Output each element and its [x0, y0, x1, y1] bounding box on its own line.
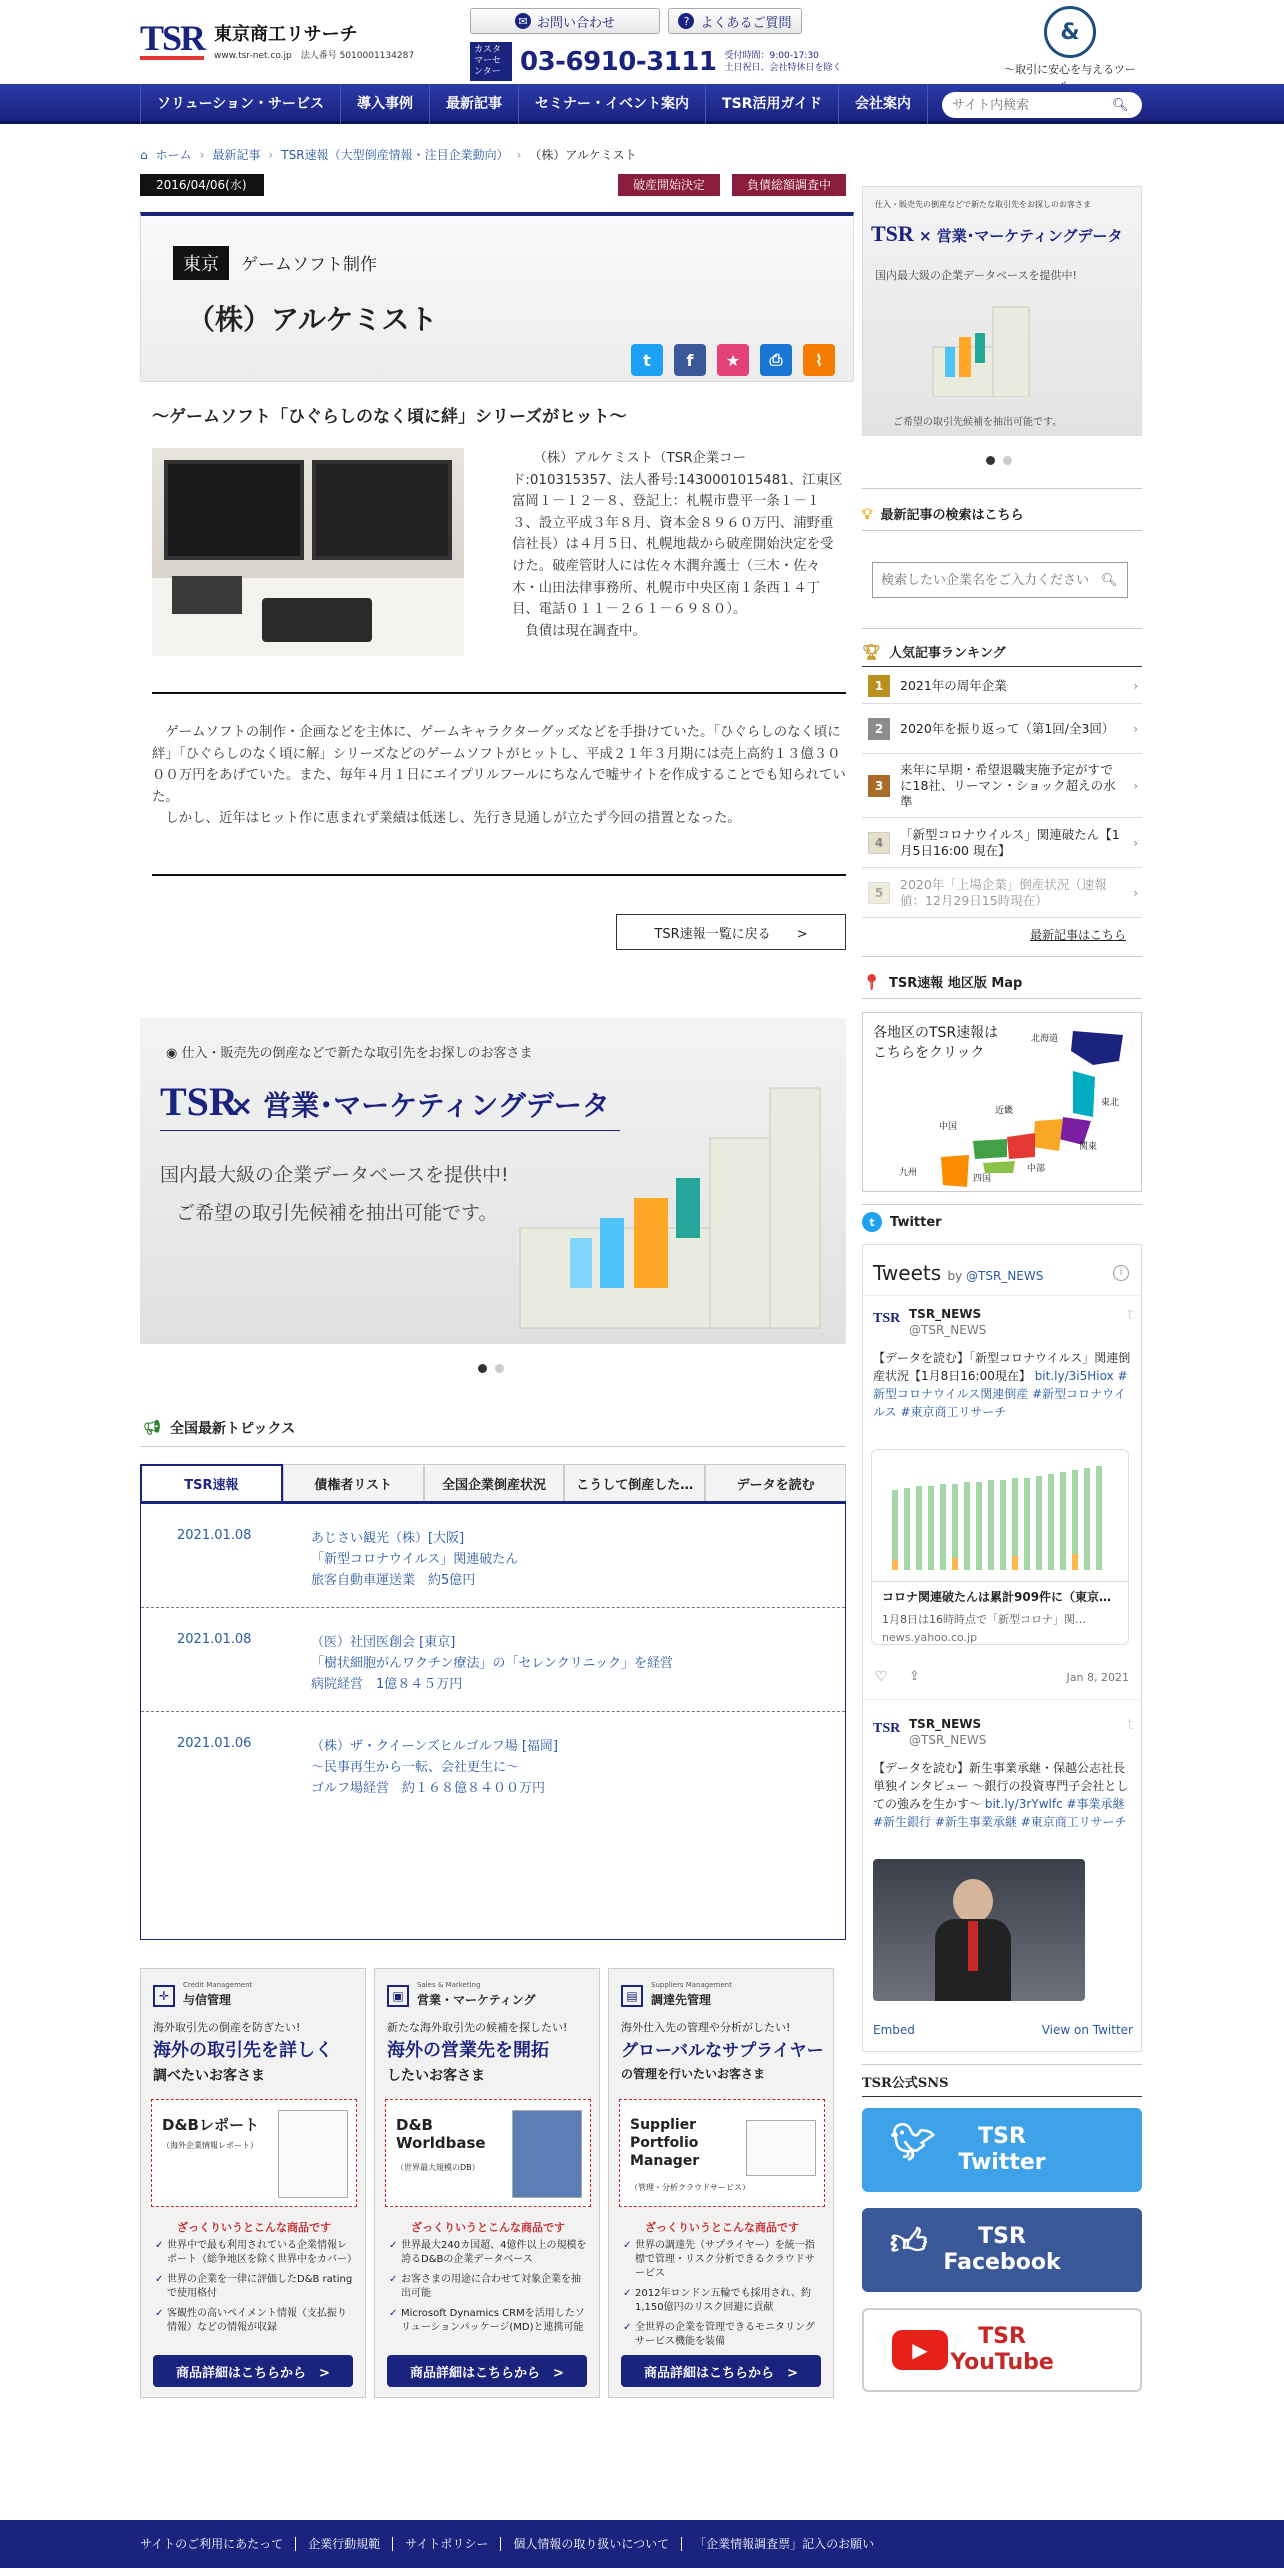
chevron-right-icon: › — [1133, 778, 1138, 793]
footer-link-terms[interactable]: サイトのご利用にあたって — [140, 2537, 296, 2551]
twitter-bird-icon: t — [1127, 1307, 1133, 1323]
tab-creditors[interactable]: 債権者リスト — [283, 1464, 424, 1501]
document-icon: ▤ — [621, 1985, 643, 2007]
chart-thumbnail — [872, 1450, 1128, 1582]
article-title-box — [140, 212, 854, 382]
tab-read-data[interactable]: データを読む — [705, 1464, 846, 1501]
tab-how-bankrupt[interactable]: こうして倒産した… — [564, 1464, 705, 1501]
logo-mark: TSR — [140, 18, 205, 58]
tweet-date[interactable]: Jan 8, 2021 — [1066, 1671, 1129, 1684]
tweet-photo[interactable] — [873, 1859, 1085, 2001]
topics-tabs — [140, 1464, 846, 1504]
tag-bankruptcy: 破産開始決定 — [618, 174, 720, 196]
product-card-marketing: ▣ Sales & Marketing 営業・マーケティング 新たな海外取引先の候補を探したい! 海外の営業先を開拓 したいお客さま D&B Worldbase （世界最大規模のDB） ざっくりいうとこんな商品です ✓ 世界最大240カ国超、4億件以上の規模を誇るD&Bの企業データベース ✓ お客さまの用途に合わせて対象企業を抽出可能 ✓ Microsoft Dynamics CRMを活用したソリューションパッケージ(MD)と連携可能 商品詳細はこちらから > — [374, 1968, 600, 2398]
customer-center-tel: カスタマーセンター 03-6910-3111 受付時間：9:00-17:30 土日祝日、会社特休日を除く — [470, 42, 842, 81]
site-footer — [0, 2520, 1284, 2568]
product-detail-button[interactable]: 商品詳細はこちらから > — [153, 2355, 353, 2387]
chevron-right-icon: › — [516, 147, 522, 162]
sns-youtube-button[interactable]: ▶ TSR YouTube — [862, 2308, 1142, 2392]
print-icon[interactable]: ⎙ — [760, 344, 792, 376]
avatar: TSR — [873, 1311, 901, 1326]
list-item[interactable]: 2021.01.08 （医）社団医創会 [東京] 「樹状細胞がんワクチン療法」の「セレンクリニック」を経営 病院経営 1億８４５万円 — [141, 1608, 845, 1712]
sns-header: TSR公式SNS — [862, 2076, 949, 2091]
briefcase-icon: ▣ — [387, 1985, 409, 2007]
footer-link-privacy[interactable]: 個人情報の取り扱いについて — [501, 2537, 682, 2551]
avatar: TSR — [873, 1721, 901, 1736]
product-detail-button[interactable]: 商品詳細はこちらから > — [621, 2355, 821, 2387]
crosshair-icon: ✛ — [153, 1985, 175, 2007]
nav-solutions[interactable]: ソリューション・サービス — [140, 84, 341, 124]
twitter-bird-icon: t — [1127, 1717, 1133, 1733]
rss-icon[interactable]: ⌇ — [803, 344, 835, 376]
question-icon: ? — [678, 13, 694, 29]
divider — [152, 692, 846, 694]
megaphone-icon: 📢︎ — [143, 1420, 161, 1436]
tag-debt: 負債総額調査中 — [732, 174, 846, 196]
banner-line-2: ご希望の取引先候補を抽出可能です。 — [176, 1202, 498, 1224]
breadcrumb — [140, 146, 645, 163]
topics-header: 📢︎ 全国最新トピックス — [143, 1420, 296, 1437]
site-header — [0, 0, 1284, 82]
chevron-right-icon: › — [199, 147, 205, 162]
buildings-illustration — [923, 297, 1033, 397]
dnb-logo[interactable] — [1000, 6, 1140, 93]
nav-articles[interactable]: 最新記事 — [430, 84, 519, 124]
region-map[interactable]: 各地区のTSR速報は こちらをクリック 北海道 東北 関東 中部 近畿 中国 四国 九州 — [862, 1012, 1142, 1192]
breadcrumb-articles[interactable]: 最新記事 — [212, 148, 261, 162]
product-card-suppliers: ▤ Suppliers Management 調達先管理 海外仕入先の管理や分析がしたい! グローバルなサプライヤー の管理を行いたいお客さま Supplier Portfolio Manager （管理・分析クラウドサービス） ざっくりいうとこんな商品です ✓ 世界の調達先（サプライヤー）を統一指標で管理・リスク分析できるクラウドサービス ✓ 2012年ロンドン五輪でも採用され、約1,150億円のリスク回避に貢献 ✓ 全世界の企業を管理できるモニタリングサービス機能を装備 商品詳細はこちらから > — [608, 1968, 834, 2398]
map-header: 📍︎ TSR速報 地区版 Map — [862, 972, 1023, 991]
trophy-icon: 🏆︎ — [862, 642, 882, 661]
footer-link-survey[interactable]: 「企業情報調査票」記入のお願い — [694, 2537, 875, 2551]
home-icon: ⌂ — [140, 147, 148, 162]
chevron-right-icon: › — [1133, 721, 1138, 736]
info-icon[interactable]: i — [1113, 1265, 1129, 1281]
twitter-share-icon[interactable]: t — [631, 344, 663, 376]
mail-icon: ✉ — [515, 13, 531, 29]
topics-list — [140, 1504, 846, 1940]
product-thumbnail: Supplier Portfolio Manager （管理・分析クラウドサービス） — [619, 2099, 825, 2207]
ranking-item-5[interactable]: 5 2020年「上場企業」倒産状況（速報値：12月29日15時現在） › — [862, 868, 1142, 918]
thumbs-up-icon: 👍︎ — [890, 2222, 928, 2263]
article-search — [872, 562, 1128, 598]
global-nav — [0, 84, 1284, 124]
ranking-header: 🏆︎ 人気記事ランキング — [862, 642, 1006, 661]
tab-tsr-news[interactable]: TSR速報 — [140, 1464, 283, 1501]
back-to-list-button[interactable]: TSR速報一覧に戻る > — [616, 914, 846, 950]
twitter-bird-icon: 🐦︎ — [890, 2122, 936, 2163]
ranking-more-link[interactable]: 最新記事はこちら — [1030, 928, 1127, 942]
company-name: （株）アルケミスト — [187, 303, 438, 336]
search-icon: ◉ — [166, 1046, 182, 1061]
chevron-right-icon: › — [1133, 835, 1138, 850]
faq-button[interactable]: ? よくあるご質問 — [668, 8, 802, 34]
view-on-twitter-link[interactable]: View on Twitter — [1041, 2023, 1133, 2037]
pagination-dot[interactable] — [986, 456, 995, 465]
list-item[interactable]: 2021.01.08 あじさい観光（株）[大阪] 「新型コロナウイルス」関連破たん 旅客自動車運送業 約5億円 — [141, 1504, 845, 1608]
article-paragraph-2: ゲームソフトの制作・企画などを主体に、ゲームキャラクターグッズなどを手掛けていた。「ひぐらしのなく頃に絆」「ひぐらしのなく頃に解」シリーズなどのゲームソフトがヒットし、平成２１年３月期には売上高約１３億３０００万円をあげていた。また、毎年４月１日にエイプリルフールにちなんで嘘サイトを作成することでも知られていた。 しかし、近年はヒット作に恵まれず業績は低迷し、先行き見通しが立たず今回の措置となった。 — [152, 725, 846, 827]
site-search — [942, 92, 1142, 118]
nav-guide[interactable]: TSR活用ガイド — [706, 84, 839, 124]
search-icon[interactable]: 🔍︎ — [1112, 97, 1129, 113]
industry-category: ゲームソフト制作 — [241, 255, 377, 275]
footer-link-conduct[interactable]: 企業行動規範 — [296, 2537, 393, 2551]
marketing-data-banner[interactable] — [140, 1018, 846, 1344]
sns-twitter-button[interactable]: 🐦︎ TSR Twitter — [862, 2108, 1142, 2192]
chevron-right-icon: › — [1133, 885, 1138, 900]
chevron-right-icon: › — [268, 147, 274, 162]
site-search-input[interactable] — [952, 98, 1112, 113]
youtube-play-icon: ▶ — [892, 2330, 948, 2370]
article-search-input[interactable] — [881, 573, 1101, 588]
bookmark-share-icon[interactable]: ★ — [717, 344, 749, 376]
ranking-item-4[interactable]: 4 「新型コロナウイルス」関連破たん【1月5日16:00 現在】 › — [862, 818, 1142, 868]
pagination-dot[interactable] — [1003, 456, 1012, 465]
footer-link-policy[interactable]: サイトポリシー — [393, 2537, 501, 2551]
share-icon[interactable]: ⇪ — [909, 1669, 920, 1684]
dnb-badge-icon: & — [1044, 6, 1096, 58]
prefecture-badge: 東京 — [173, 246, 229, 280]
logo-name: 東京商工リサーチ — [214, 23, 358, 45]
tab-bankruptcy-status[interactable]: 全国企業倒産状況 — [424, 1464, 565, 1501]
twitter-header: t Twitter — [862, 1212, 942, 1232]
sidebar-banner[interactable]: 仕入・販売先の倒産などで新たな取引先をお探しのお客さま TSR × 営業･マーケティングデータ 国内最大級の企業データベースを提供中! ご希望の取引先候補を抽出可能です。 — [862, 186, 1142, 436]
lightbulb-icon: 💡︎ — [862, 504, 873, 523]
tel-number[interactable]: 03-6910-3111 — [520, 46, 717, 77]
pagination-dot[interactable] — [478, 1364, 487, 1373]
ranking-item-1[interactable]: 1 2021年の周年企業 › — [862, 668, 1142, 704]
banner-lead: ◉ 仕入・販売先の倒産などで新たな取引先をお探しのお客さま — [166, 1046, 533, 1061]
product-thumbnail: D&Bレポート （海外企業情報レポート） — [151, 2099, 357, 2207]
breadcrumb-current: （株）アルケミスト — [529, 148, 637, 162]
product-card-credit: ✛ Credit Management 与信管理 海外取引先の倒産を防ぎたい! 海外の取引先を詳しく 調べたいお客さま D&Bレポート （海外企業情報レポート） ざっくりいうとこんな商品です ✓ 世界中で最も利用されている企業情報レポート（総争地区を除く世界中をカバー） ✓ 世界の企業を一律に評価したD&B ratingで使用格付 ✓ 客観性の高いペイメント情報（支払振り情報）などの情報が収録 商品詳細はこちらから > — [140, 1968, 366, 2398]
divider — [152, 874, 846, 876]
list-item[interactable]: 2021.01.06 （株）ザ・クイーンズヒルゴルフ場 [福岡] 〜民事再生から一転、会社更生に〜 ゴルフ場経営 約１６８億８４００万円 — [177, 1736, 558, 1796]
ranking-item-2[interactable]: 2 2020年を振り返って（第1回/全3回） › — [862, 704, 1142, 754]
embed-link[interactable]: Embed — [873, 2023, 915, 2037]
site-logo[interactable] — [140, 20, 414, 60]
heart-icon[interactable]: ♡ — [875, 1669, 888, 1685]
breadcrumb-tsr-news[interactable]: TSR速報（大型倒産情報・注目企業動向） — [281, 148, 509, 162]
twitter-timeline: Tweets by @TSR_NEWS i TSR TSR_NEWS @TSR_NEWS t 【データを読む】「新型コロナウイルス」関連倒産状況【1月8日16:00現在】 bit.ly/3i5Hiox #新型コロナウイルス関連倒産 #新型コロナウイルス #東京商工リサーチ コロナ関連破たんは累計909件に（東京… 1月8日は16時時点で「新型コロナ」関… news.yahoo.co.jp ♡ ⇪ Jan 8, 2021 TSR TSR_NEWS @TSR_NEWS t 【データを読む】新生事業承継・保越公志社長単独インタビュー ～銀行の投資専門子会社としての強みを生かす～ bit.ly/3rYwlfc #事業承継 #新生銀行 #新生事業承継 #東京商工リサーチ Embed View on Twitter — [862, 1244, 1142, 2052]
chevron-right-icon: › — [1133, 678, 1138, 693]
contact-button[interactable]: ✉ お問い合わせ — [470, 8, 660, 34]
sidebar-banner-pagination — [982, 456, 1016, 466]
ranking-item-3[interactable]: 3 来年に早期・希望退職実施予定がすでに18社、リーマン・ショック超えの水準 › — [862, 754, 1142, 818]
banner-line-1: 国内最大級の企業データベースを提供中! — [160, 1164, 509, 1186]
sns-facebook-button[interactable]: 👍︎ TSR Facebook — [862, 2208, 1142, 2292]
product-thumbnail: D&B Worldbase （世界最大規模のDB） — [385, 2099, 591, 2207]
article-photo — [152, 448, 464, 656]
banner-title: × 営業･マーケティングデータ — [230, 1089, 610, 1122]
article-search-header: 💡︎ 最新記事の検索はこちら — [862, 504, 1024, 523]
breadcrumb-home[interactable]: ホーム — [155, 148, 192, 162]
logo-sub: www.tsr-net.co.jp 法人番号 5010001134287 — [214, 50, 415, 61]
tel-label: カスタマーセンター — [470, 42, 512, 81]
product-detail-button[interactable]: 商品詳細はこちらから > — [387, 2355, 587, 2387]
article-headline: 〜ゲームソフト「ひぐらしのなく頃に絆」シリーズがヒット〜 — [152, 407, 627, 427]
article-date: 2016/04/06(水) — [140, 174, 264, 196]
dnb-caption: 〜取引に安心を与えるツー — [1004, 63, 1136, 76]
map-pin-icon: 📍︎ — [862, 972, 882, 991]
nav-company[interactable]: 会社案内 — [839, 84, 928, 124]
tweet-link-card[interactable]: コロナ関連破たんは累計909件に（東京… 1月8日は16時時点で「新型コロナ」関… news.yahoo.co.jp — [871, 1449, 1129, 1645]
buildings-illustration — [510, 1078, 830, 1338]
banner-brand: TSR — [160, 1079, 238, 1124]
nav-cases[interactable]: 導入事例 — [341, 84, 430, 124]
pagination-dot[interactable] — [495, 1364, 504, 1373]
banner-pagination — [474, 1364, 508, 1374]
twitter-icon: t — [862, 1212, 882, 1232]
article-paragraph-1: （株）アルケミスト（TSR企業コード:010315357、法人番号:1430001015481、江東区富岡１－１２－８、登記上：札幌市豊平一条１－１３、設立平成３年８月、資本金８９６０万円、浦野重信社長）は４月５日、札幌地裁から破産開始決定を受けた。破産管財人には佐々木潤弁護士（三木・佐々木・山田法律事務所、札幌市中央区南１条西１４丁目、電話０１１－２６１－６９８０）。 負債は現在調査中。 — [512, 451, 843, 639]
facebook-share-icon[interactable]: f — [674, 344, 706, 376]
search-icon[interactable]: 🔍︎ — [1101, 572, 1118, 588]
nav-seminars[interactable]: セミナー・イベント案内 — [519, 84, 706, 124]
